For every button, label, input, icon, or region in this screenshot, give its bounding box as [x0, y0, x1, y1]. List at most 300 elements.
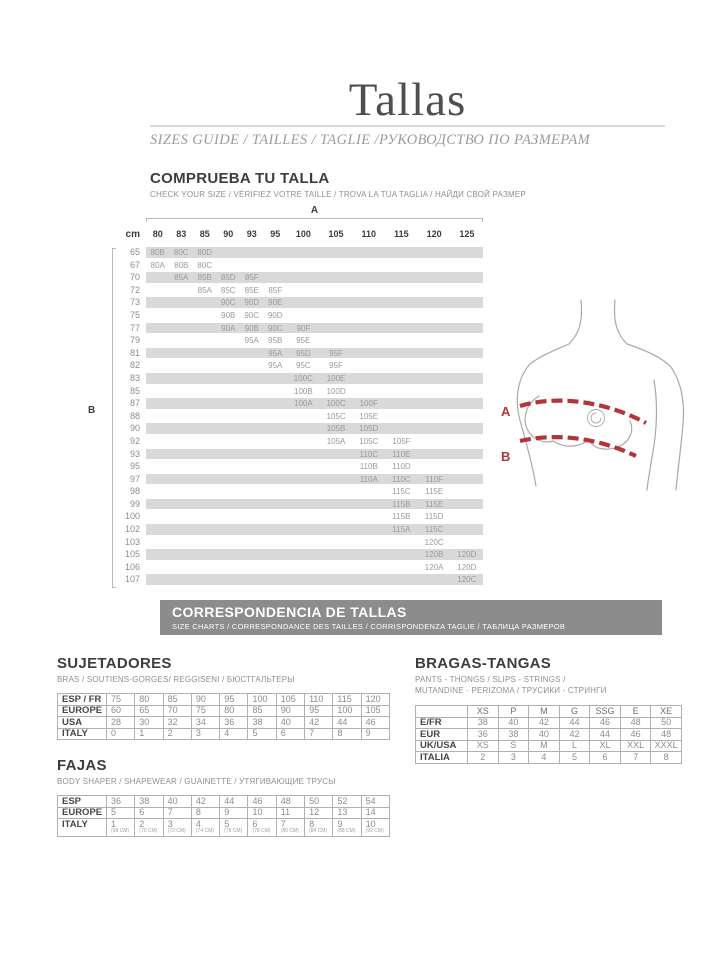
bust-measure-line: [520, 401, 646, 423]
size-column-header: 100: [295, 229, 311, 239]
row-underbust-label: 102: [124, 524, 140, 535]
table-row: [58, 819, 390, 837]
row-label-cell: ITALIA: [416, 752, 468, 764]
row-underbust-label: 72: [129, 284, 140, 295]
table-cell-sub-value: (78 CM): [252, 828, 271, 834]
table-cell: 8: [191, 807, 219, 819]
table-cell: 12: [305, 807, 333, 819]
row-underbust-label: 65: [129, 247, 140, 257]
size-cell: 115A: [392, 525, 411, 535]
size-cell: 100E: [326, 373, 346, 383]
table-cell: 10: [248, 807, 276, 819]
size-matrix-row: [110, 347, 495, 360]
table-header-cell: SSG: [590, 706, 621, 718]
size-matrix-row: [110, 271, 495, 284]
row-band: [146, 549, 483, 560]
size-cell: 100B: [294, 386, 313, 396]
size-cell: 110C: [359, 449, 378, 459]
table-cell: 36: [107, 796, 135, 808]
size-matrix-row: [110, 385, 495, 398]
size-cell: 85E: [244, 285, 259, 295]
size-cell: 105C: [359, 436, 379, 446]
table-cell: 38: [135, 796, 163, 808]
size-matrix-row: [110, 448, 495, 461]
table-header-cell: E: [620, 706, 651, 718]
row-underbust-label: 88: [129, 410, 140, 421]
row-underbust-label: 98: [129, 486, 140, 497]
row-label-cell: ITALY: [58, 819, 107, 837]
size-matrix-row: [110, 561, 495, 574]
table-row: [58, 796, 390, 808]
table-row: [416, 717, 682, 729]
row-band: [146, 335, 483, 346]
table-cell: 100: [248, 694, 276, 706]
size-cell: 110C: [392, 474, 411, 484]
table-cell: 44: [333, 717, 361, 729]
table-cell: 54: [361, 796, 389, 808]
row-underbust-label: 95: [129, 461, 140, 472]
row-underbust-label: 99: [129, 498, 140, 509]
row-underbust-label: 77: [129, 322, 140, 333]
row-label-cell: E/FR: [416, 717, 468, 729]
row-underbust-label: 75: [129, 309, 140, 320]
table-cell: 75: [107, 694, 135, 706]
size-column-header: 95: [270, 229, 281, 239]
bras-table: [57, 693, 390, 740]
table-cell: 7: [305, 728, 333, 740]
table-row: [58, 717, 390, 729]
row-underbust-label: 90: [129, 423, 140, 434]
size-cell: 80D: [197, 248, 213, 257]
row-underbust-label: 105: [124, 549, 140, 560]
size-matrix-row: [110, 573, 495, 586]
size-cell: 90B: [221, 310, 236, 320]
table-cell: 75: [191, 705, 219, 717]
size-cell: 95F: [329, 361, 343, 371]
table-row: [416, 752, 682, 764]
row-band: [146, 574, 483, 585]
size-matrix-row: [110, 498, 495, 511]
table-cell: 80: [220, 705, 248, 717]
table-cell-sub-value: (84 CM): [309, 828, 328, 834]
row-label-cell: UK/USA: [416, 740, 468, 752]
table-cell: 115: [333, 694, 361, 706]
table-header-cell: M: [529, 706, 560, 718]
size-matrix-row: [110, 296, 495, 309]
size-column-header: 115: [394, 229, 409, 239]
table-cell: 8 (84 CM): [305, 819, 333, 837]
table-cell: 42: [529, 717, 560, 729]
size-cell: 90E: [268, 298, 283, 308]
size-cell: 90D: [244, 298, 260, 308]
size-matrix-row: [110, 309, 495, 322]
table-cell: 90: [276, 705, 304, 717]
table-header-row: [416, 706, 682, 718]
table-cell: 50: [651, 717, 682, 729]
size-column-header: 110: [361, 229, 376, 239]
size-cell: 85A: [174, 273, 189, 283]
table-cell: 7: [620, 752, 651, 764]
table-cell: 6: [135, 807, 163, 819]
page-title: Tallas: [348, 74, 467, 126]
table-row: [416, 740, 682, 752]
size-matrix: [88, 205, 495, 595]
row-underbust-label: 81: [129, 347, 140, 358]
size-cell: 110D: [392, 462, 411, 472]
row-label-cell: ESP: [58, 796, 107, 808]
row-underbust-label: 103: [124, 536, 140, 547]
table-cell: 85: [163, 694, 191, 706]
size-matrix-row: [110, 510, 495, 523]
table-cell: 44: [220, 796, 248, 808]
size-cell: 85F: [268, 285, 283, 295]
size-cell: 115D: [424, 512, 444, 522]
size-cell: 105C: [326, 411, 346, 421]
row-band: [146, 310, 483, 321]
table-cell: L: [559, 740, 590, 752]
table-cell: 9: [361, 728, 389, 740]
table-cell: 9 (88 CM): [333, 819, 361, 837]
table-cell: 42: [559, 729, 590, 741]
bras-section: [57, 655, 390, 740]
table-cell: 46: [248, 796, 276, 808]
row-band: [146, 461, 483, 472]
shapewear-table: [57, 795, 390, 837]
size-cell: 110E: [392, 449, 411, 459]
table-cell: 46: [361, 717, 389, 729]
size-matrix-row: [110, 410, 495, 423]
size-cell: 80C: [173, 248, 189, 257]
size-cell: 105E: [359, 411, 379, 421]
size-charts-bar: [160, 600, 662, 635]
size-matrix-row: [110, 359, 495, 372]
table-row: [58, 807, 390, 819]
table-cell: 70: [163, 705, 191, 717]
size-cell: 80B: [174, 260, 189, 270]
size-matrix-row: [110, 246, 495, 259]
row-underbust-label: 107: [124, 574, 140, 585]
row-label-cell: ITALY: [58, 728, 107, 740]
size-cell: 85A: [197, 285, 212, 295]
check-size-subheading: CHECK YOUR SIZE / VÉRIFIEZ VOTRE TAILLE / TROVA LA TUA TAGLIA / НАЙДИ СВОЙ РАЗМЕР: [150, 190, 526, 199]
check-size-section: [150, 170, 526, 199]
size-cell: 90C: [267, 323, 283, 333]
size-cell: 120C: [457, 575, 477, 585]
size-cell: 90A: [221, 323, 236, 333]
size-column-header: 83: [176, 229, 187, 239]
table-cell: 95: [305, 705, 333, 717]
size-cell: 95D: [296, 348, 311, 358]
check-size-heading: COMPRUEBA TU TALLA: [150, 170, 330, 187]
row-label-cell: EUR: [416, 729, 468, 741]
table-cell: 46: [590, 717, 621, 729]
size-cell: 100C: [326, 399, 346, 409]
size-matrix-row: [110, 460, 495, 473]
bras-heading: SUJETADORES: [57, 655, 172, 672]
size-cell: 100F: [359, 399, 378, 409]
table-cell: 3: [191, 728, 219, 740]
table-cell: 52: [333, 796, 361, 808]
row-band: [146, 297, 483, 308]
shapewear-section: [57, 757, 390, 837]
table-header-cell: P: [498, 706, 529, 718]
row-label-cell: EUROPE: [58, 705, 107, 717]
table-cell: 2 (70 CM): [135, 819, 163, 837]
table-cell-sub-value: (68 CM): [111, 828, 130, 834]
table-cell: 1: [135, 728, 163, 740]
size-matrix-row: [110, 372, 495, 385]
row-underbust-label: 73: [129, 297, 140, 308]
table-cell-sub-value: (92 CM): [365, 828, 384, 834]
row-band: [146, 247, 483, 258]
size-cell: 120D: [457, 562, 477, 572]
table-cell: XXL: [620, 740, 651, 752]
table-cell-sub-value: (70 CM): [139, 828, 158, 834]
table-cell: 10 (92 CM): [361, 819, 389, 837]
page-subtitle: SIZES GUIDE / TAILLES / TAGLIE /РУКОВОДСТВО ПО РАЗМЕРАМ: [150, 132, 591, 149]
row-underbust-label: 70: [129, 272, 140, 283]
size-column-header: 93: [246, 229, 257, 239]
table-cell: XL: [590, 740, 621, 752]
table-row: [58, 694, 390, 706]
table-cell: 8: [651, 752, 682, 764]
size-cell: 100D: [326, 386, 346, 396]
briefs-subheading-line1: PANTS - THONGS / SLIPS - STRINGS /: [415, 675, 566, 684]
table-cell: 40: [276, 717, 304, 729]
table-cell: 0: [107, 728, 135, 740]
bust-axis-label: A: [310, 205, 319, 216]
table-cell: 60: [107, 705, 135, 717]
shapewear-heading: FAJAS: [57, 757, 107, 774]
size-cell: 100A: [294, 399, 313, 409]
size-cell: 95A: [244, 336, 259, 346]
size-matrix-row: [110, 284, 495, 297]
row-band: [146, 360, 483, 371]
table-cell: 4: [529, 752, 560, 764]
size-cell: 85D: [220, 273, 236, 283]
row-underbust-label: 100: [124, 511, 140, 522]
size-cell: 115C: [424, 525, 444, 535]
row-band: [146, 398, 483, 409]
size-matrix-row: [110, 473, 495, 486]
size-column-header: 120: [426, 229, 442, 239]
table-cell: 2: [163, 728, 191, 740]
table-cell: 3 (72 CM): [163, 819, 191, 837]
table-cell: 110: [305, 694, 333, 706]
row-underbust-label: 67: [129, 259, 140, 270]
row-band: [146, 272, 483, 283]
size-matrix-row: [110, 422, 495, 435]
row-band: [146, 524, 483, 535]
row-label-cell: EUROPE: [58, 807, 107, 819]
table-cell: 38: [468, 717, 499, 729]
size-cell: 105A: [326, 436, 346, 446]
table-cell: 65: [135, 705, 163, 717]
table-cell: 4 (74 CM): [191, 819, 219, 837]
size-cell: 95E: [296, 336, 311, 346]
table-header-cell: XS: [468, 706, 499, 718]
table-cell: 7: [163, 807, 191, 819]
table-cell: 8: [333, 728, 361, 740]
table-header-cell: [416, 706, 468, 718]
torso-illustration: [495, 272, 710, 494]
table-cell: 6: [590, 752, 621, 764]
table-cell-sub-value: (80 CM): [280, 828, 299, 834]
size-cell: 120D: [457, 550, 477, 560]
size-charts-subheading: SIZE CHARTS / CORRESPONDANCE DES TAILLES / CORRISPONDENZA TAGLIE / ТАБЛИЦА РАЗМЕРОВ: [172, 622, 566, 631]
row-underbust-label: 87: [129, 398, 140, 409]
row-band: [146, 499, 483, 510]
table-cell: 48: [620, 717, 651, 729]
table-cell: 95: [220, 694, 248, 706]
row-underbust-label: 83: [129, 372, 140, 383]
table-cell: 28: [107, 717, 135, 729]
table-cell-sub-value: (88 CM): [337, 828, 356, 834]
table-cell: 105: [276, 694, 304, 706]
size-column-header: 105: [328, 229, 344, 239]
table-cell: 42: [191, 796, 219, 808]
briefs-subheading-line2: MUTANDINE - PERIZOMA / ТРУСИКИ - СТРИНГИ: [415, 686, 607, 695]
table-cell: 5: [248, 728, 276, 740]
row-band: [146, 348, 483, 359]
size-unit-label: cm: [125, 229, 140, 240]
row-underbust-label: 79: [129, 335, 140, 346]
size-cell: 115C: [392, 487, 411, 497]
size-cell: 115B: [392, 499, 411, 509]
table-cell: 48: [651, 729, 682, 741]
table-cell: 105: [361, 705, 389, 717]
size-matrix-row: [110, 485, 495, 498]
bras-subheading: BRAS / SOUTIENS-GORGES/ REGGISENI / БЮСТГАЛЬТЕРЫ: [57, 675, 295, 684]
table-cell: 6 (78 CM): [248, 819, 276, 837]
table-cell: 7 (80 CM): [276, 819, 304, 837]
table-cell: 85: [248, 705, 276, 717]
table-cell: 44: [590, 729, 621, 741]
size-cell: 95A: [268, 348, 283, 358]
briefs-table: [415, 705, 682, 764]
shapewear-subheading: BODY SHAPER / SHAPEWEAR / GUAINETTE / УТЯГИВАЮЩИЕ ТРУСЫ: [57, 777, 336, 786]
size-cell: 105F: [392, 436, 411, 446]
row-band: [146, 449, 483, 460]
size-cell: 80C: [197, 260, 213, 270]
underbust-axis-bracket: [112, 248, 116, 588]
size-column-header: 90: [223, 229, 234, 239]
table-cell: 42: [305, 717, 333, 729]
table-cell: 3: [498, 752, 529, 764]
table-header-cell: G: [559, 706, 590, 718]
torso-svg: [495, 272, 710, 494]
table-cell: 38: [248, 717, 276, 729]
size-matrix-row: [110, 536, 495, 549]
torso-outline: [517, 300, 683, 490]
table-cell: 34: [191, 717, 219, 729]
size-cell: 110A: [359, 474, 378, 484]
row-underbust-label: 92: [129, 435, 140, 446]
size-cell: 90C: [220, 298, 236, 308]
table-cell: 1 (68 CM): [107, 819, 135, 837]
table-cell: 6: [276, 728, 304, 740]
row-band: [146, 537, 483, 548]
row-band: [146, 373, 483, 384]
row-underbust-label: 106: [124, 561, 140, 572]
row-band: [146, 285, 483, 296]
table-cell: 40: [163, 796, 191, 808]
table-cell: 36: [468, 729, 499, 741]
table-cell: 5: [559, 752, 590, 764]
table-cell: 40: [529, 729, 560, 741]
table-cell: 13: [333, 807, 361, 819]
bust-axis-bracket: [146, 218, 483, 222]
size-cell: 120A: [424, 562, 444, 572]
size-column-header: 80: [152, 229, 163, 239]
size-matrix-header-row: [110, 229, 495, 243]
row-underbust-label: 85: [129, 385, 140, 396]
table-row: [58, 728, 390, 740]
size-cell: 110F: [425, 474, 443, 484]
size-matrix-row: [110, 334, 495, 347]
table-cell: XS: [468, 740, 499, 752]
size-matrix-row: [110, 435, 495, 448]
table-cell: M: [529, 740, 560, 752]
briefs-heading: BRAGAS-TANGAS: [415, 655, 552, 672]
figure-label-b: B: [501, 449, 511, 464]
figure-label-a: A: [501, 404, 511, 419]
size-cell: 115B: [392, 512, 411, 522]
table-cell: 14: [361, 807, 389, 819]
table-cell: 5: [107, 807, 135, 819]
row-band: [146, 323, 483, 334]
size-cell: 90C: [244, 310, 260, 320]
table-cell-sub-value: (76 CM): [224, 828, 243, 834]
size-cell: 110B: [359, 462, 378, 472]
table-cell: S: [498, 740, 529, 752]
size-matrix-row: [110, 259, 495, 272]
table-cell: 100: [333, 705, 361, 717]
underbust-measure-line: [520, 437, 636, 456]
table-cell: 46: [620, 729, 651, 741]
size-cell: 105B: [326, 424, 346, 434]
size-column-header: 85: [199, 229, 210, 239]
size-cell: 100C: [293, 373, 313, 383]
row-underbust-label: 82: [129, 360, 140, 371]
size-cell: 115E: [425, 499, 444, 509]
table-cell: 11: [276, 807, 304, 819]
table-cell: 2: [468, 752, 499, 764]
row-band: [146, 423, 483, 434]
size-cell: 95F: [329, 348, 343, 358]
size-cell: 120C: [424, 537, 444, 547]
row-band: [146, 474, 483, 485]
size-matrix-row: [110, 523, 495, 536]
row-band: [146, 411, 483, 422]
table-cell: 4: [220, 728, 248, 740]
table-row: [58, 705, 390, 717]
row-band: [146, 486, 483, 497]
size-column-header: 125: [459, 229, 475, 239]
size-cell: 95A: [268, 361, 283, 371]
size-cell: 105D: [359, 424, 379, 434]
size-cell: 80A: [150, 260, 165, 270]
size-cell: 85C: [220, 285, 236, 295]
table-cell-sub-value: (74 CM): [195, 828, 214, 834]
underbust-axis-label: B: [88, 405, 96, 416]
row-band: [146, 511, 483, 522]
table-cell: 9: [220, 807, 248, 819]
size-matrix-body: [110, 246, 495, 586]
size-cell: 90F: [296, 323, 311, 333]
row-band: [146, 260, 483, 271]
table-header-cell: XE: [651, 706, 682, 718]
